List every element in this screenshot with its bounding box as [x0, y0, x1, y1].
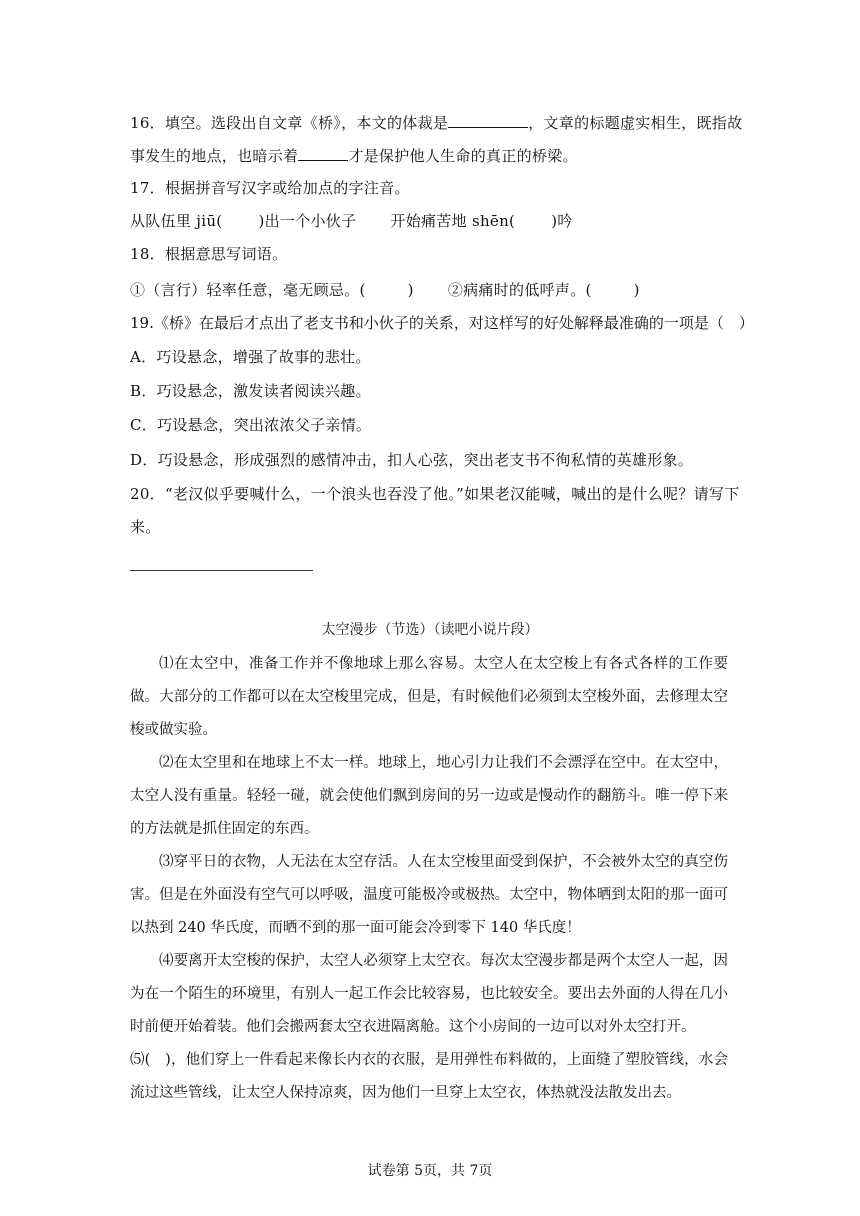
passage-paragraph-2 [130, 747, 728, 846]
question-18-items [130, 280, 640, 300]
passage-paragraph-3 [130, 846, 728, 945]
paragraph-text: ⑶穿平日的衣物，人无法在太空存活。人在太空梭里面受到保护，不会被外太空的真空伤害。但是在外面没有空气可以呼吸，温度可能极冷或极热。太空中，物体晒到太阳的那一面可以热到 240 华氏度，而晒不到的那一面可能会冷到零下 140 华氏度！ [130, 854, 728, 936]
question-17-items [130, 211, 573, 231]
q18-item-c: ②病痛时的低呼声。( [447, 281, 592, 299]
passage-paragraph-1 [130, 648, 728, 747]
q17-item-c: 开始痛苦地 shēn( [390, 212, 516, 230]
question-19: 19.《桥》在最后才点出了老支书和小伙子的关系，对这样写的好处解释最准确的一项是（ ） [130, 314, 754, 332]
passage-paragraph-5 [130, 1044, 728, 1110]
passage-paragraph-4 [130, 945, 728, 1044]
q18-item-d: ) [633, 281, 640, 299]
answer-line[interactable] [130, 570, 313, 571]
answer-blank[interactable] [448, 112, 528, 128]
paragraph-text: ⑴在太空中，准备工作并不像地球上那么容易。太空人在太空梭上有各式各样的工作要做。大部分的工作都可以在太空梭里完成，但是，有时候他们必须到太空梭外面，去修理太空梭或做实验。 [130, 656, 728, 738]
paragraph-text: ⑵在太空里和在地球上不太一样。地球上，地心引力让我们不会漂浮在空中。在太空中，太空人没有重量。轻轻一碰，就会使他们飘到房间的另一边或是慢动作的翻筋斗。唯一停下来的方法就是抓住固定的东西。 [130, 755, 728, 837]
question-17: 17．根据拼音写汉字或给加点的字注音。 [130, 179, 410, 197]
paragraph-text: ⑷要离开太空梭的保护，太空人必须穿上太空衣。每次太空漫步都是两个太空人一起，因为在一个陌生的环境里，有别人一起工作会比较容易，也比较安全。要出去外面的人得在几小时前便开始着装。他们会搬两套太空衣进隔离舱。这个小房间的一边可以对外太空打开。 [130, 953, 728, 1035]
paragraph-text: ⑸( )，他们穿上一件看起来像长内衣的衣服，是用弹性布料做的，上面缝了塑胶管线，水会流过这些管线，让太空人保持凉爽，因为他们一旦穿上太空衣，体热就没法散发出去。 [130, 1052, 728, 1101]
question-20-line1: 20．“老汉似乎要喊什么，一个浪头也吞没了他。”如果老汉能喊，喊出的是什么呢？请写下 [130, 485, 740, 503]
q16-text-c: 事发生的地点，也暗示着 [130, 147, 299, 165]
q19-option-b[interactable]: B．巧设悬念，激发读者阅读兴趣。 [130, 382, 371, 400]
q19-option-d[interactable]: D．巧设悬念，形成强烈的感情冲击，扣人心弦，突出老支书不徇私情的英雄形象。 [130, 451, 694, 469]
q19-option-a[interactable]: A．巧设悬念，增强了故事的悲壮。 [130, 348, 371, 366]
q16-text-b: ，文章的标题虚实相生，既指故 [528, 114, 743, 132]
answer-blank[interactable] [298, 145, 348, 161]
q19-option-c[interactable]: C．巧设悬念，突出浓浓父子亲情。 [130, 416, 372, 434]
q18-item-a: ①（言行）轻率任意，毫无顾忌。( [130, 281, 366, 299]
page-footer: 试卷第 5页，共 7页 [367, 1163, 493, 1179]
question-16-line1 [130, 112, 742, 133]
q17-item-b: )出一个小伙子 [258, 212, 357, 230]
q17-item-d: )吟 [551, 212, 573, 230]
q17-item-a: 从队伍里 jiū( [130, 212, 223, 230]
q16-text-a: 16．填空。选段出自文章《桥》，本文的体裁是 [130, 114, 449, 132]
question-16-line2 [130, 145, 578, 166]
q16-text-d: 才是保护他人生命的真正的桥梁。 [348, 147, 578, 165]
question-20-line2: 来。 [130, 518, 161, 536]
question-18: 18．根据意思写词语。 [130, 245, 288, 263]
passage-title: 太空漫步（节选）（读吧小说片段） [321, 622, 539, 638]
q18-item-b: ) [407, 281, 414, 299]
